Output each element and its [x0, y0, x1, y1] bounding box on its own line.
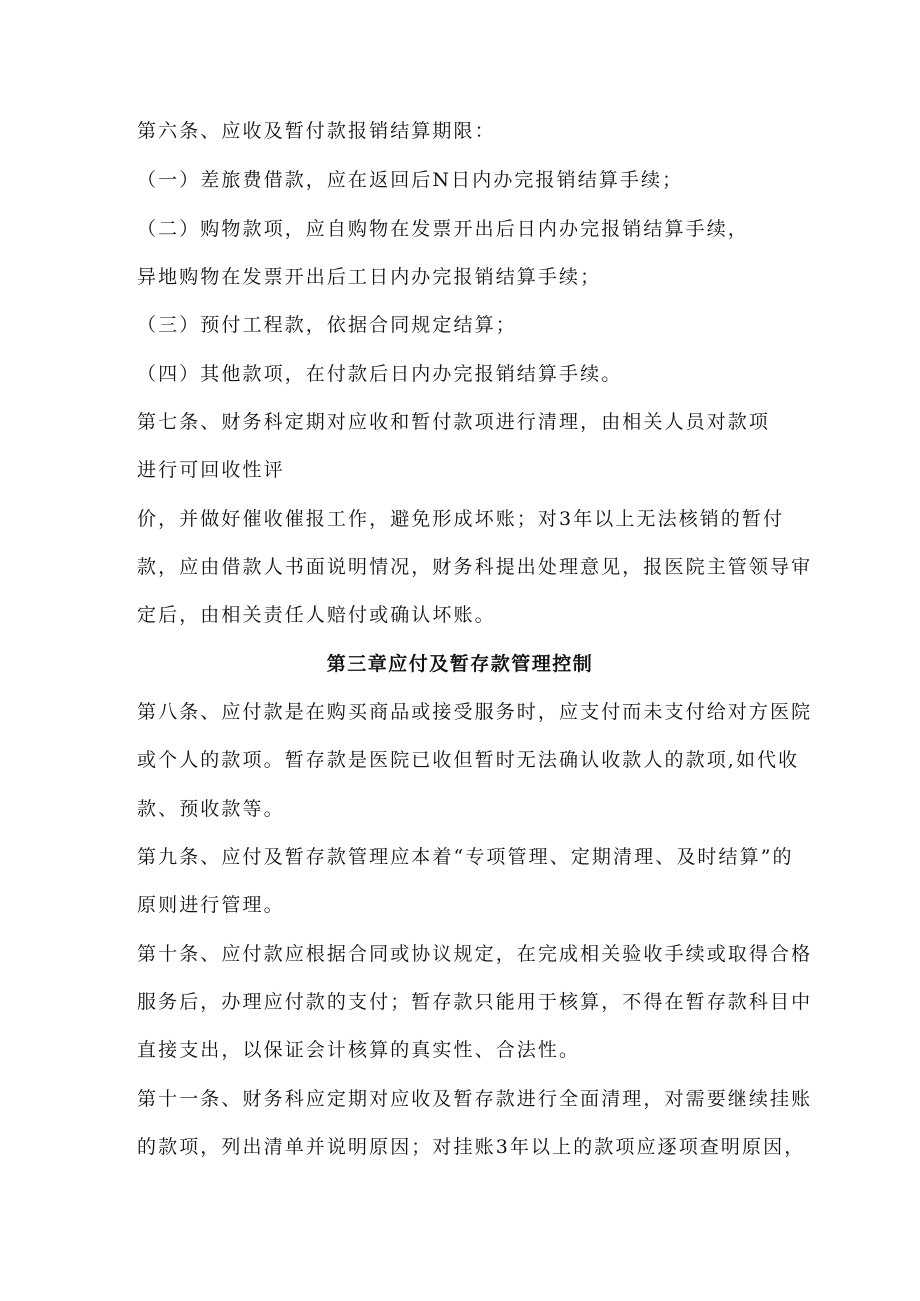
article-7-line-3: 价，并做好催收催报工作，避免形成坏账；对3年以上无法核销的暂付 — [137, 508, 785, 530]
article-8-line-2: 或个人的款项。暂存款是医院已收但暂时无法确认收款人的款项,如代收 — [137, 749, 800, 771]
article-6-item-4: （四）其他款项，在付款后日内办完报销结算手续。 — [137, 363, 623, 385]
article-9-line-2: 原则进行管理。 — [137, 894, 285, 916]
article-6-item-2-cont: 异地购物在发票开出后工日内办完报销结算手续； — [137, 266, 602, 288]
article-6-item-2: （二）购物款项，应自购物在发票开出后日内办完报销结算手续， — [137, 218, 749, 240]
article-10-line-2: 服务后，办理应付款的支付；暂存款只能用于核算，不得在暂存款科目中 — [137, 991, 813, 1013]
article-8-line-1: 第八条、应付款是在购买商品或接受服务时，应支付而未支付给对方医院 — [137, 701, 813, 723]
article-6-item-3: （三）预付工程款，依据合同规定结算； — [137, 314, 517, 336]
article-7-line-2: 进行可回收性评 — [137, 459, 285, 481]
article-7-line-1: 第七条、财务科定期对应收和暂付款项进行清理，由相关人员对款项 — [137, 411, 771, 433]
article-11-line-2: 的款项，列出清单并说明原因；对挂账3年以上的款项应逐项查明原因， — [137, 1136, 806, 1158]
article-10-line-1: 第十条、应付款应根据合同或协议规定，在完成相关验收手续或取得合格 — [137, 943, 813, 965]
article-7-line-4: 款，应由借款人书面说明情况，财务科提出处理意见，报医院主管领导审 — [137, 556, 813, 578]
article-9-line-1: 第九条、应付及暂存款管理应本着“专项管理、定期清理、及时结算”的 — [137, 846, 794, 868]
chapter-heading: 第三章应付及暂存款管理控制 — [326, 653, 594, 675]
article-8-line-3: 款、预收款等。 — [137, 798, 285, 820]
article-6-title: 第六条、应收及暂付款报销结算期限： — [137, 120, 496, 142]
article-6-item-1: （一）差旅费借款，应在返回后N日内办完报销结算手续； — [137, 169, 684, 191]
article-10-line-3: 直接支出，以保证会计核算的真实性、合法性。 — [137, 1039, 581, 1061]
article-7-line-5: 定后，由相关责任人赔付或确认坏账。 — [137, 604, 496, 626]
article-11-line-1: 第十一条、财务科应定期对应收及暂存款进行全面清理，对需要继续挂账 — [137, 1088, 813, 1110]
